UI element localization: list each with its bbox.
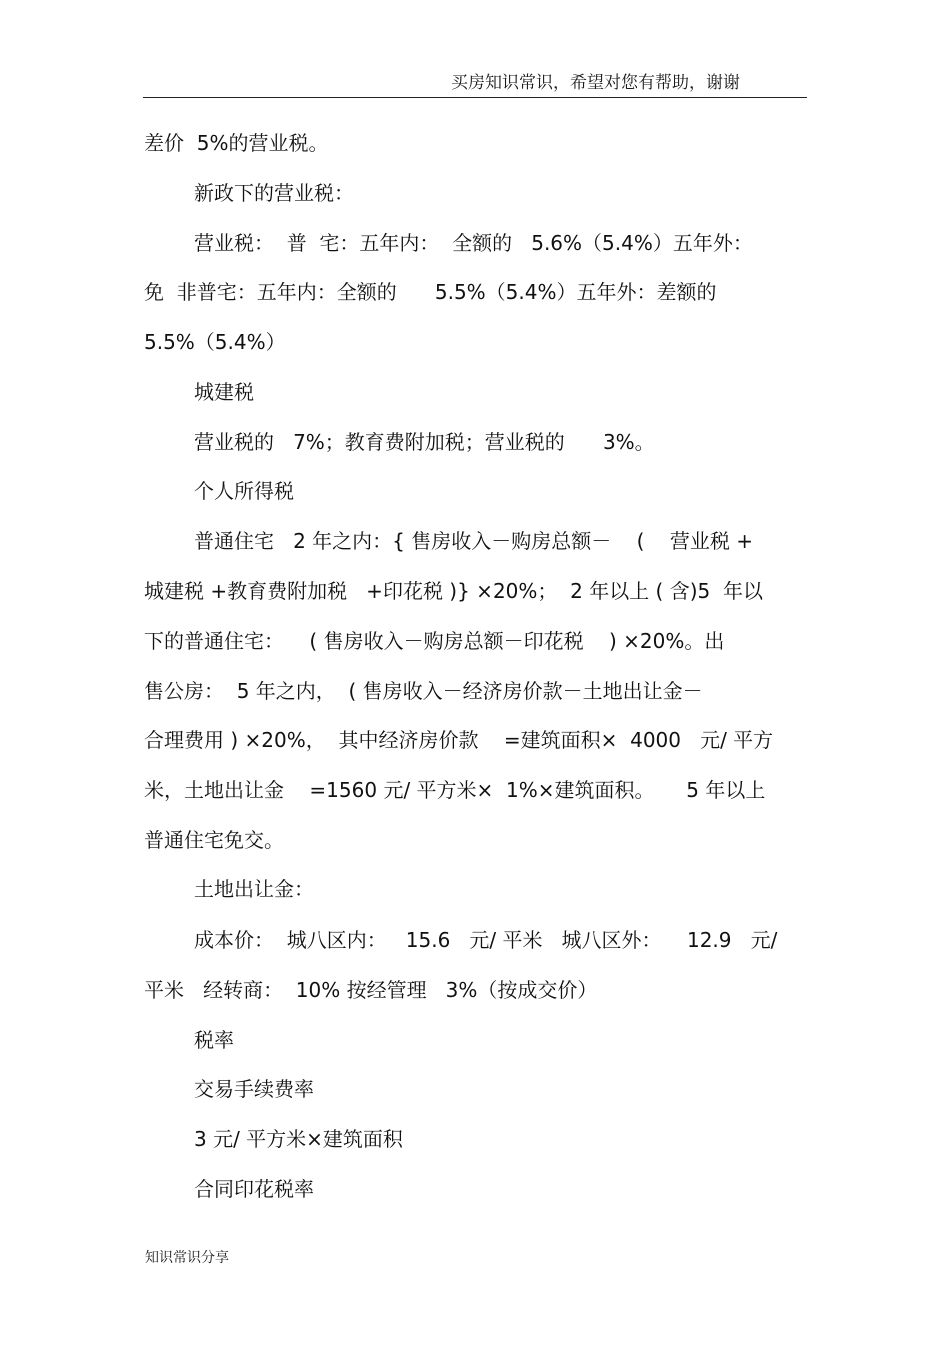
body-line: 下的普通住宅： ( 售房收入－购房总额－印花税 ) ×20%。出 — [144, 629, 725, 653]
body-line: 城建税 — [194, 380, 254, 404]
header-title: 买房知识常识，希望对您有帮助，谢谢 — [451, 73, 740, 93]
body-line: 售公房： 5 年之内， ( 售房收入－经济房价款－土地出让金－ — [144, 679, 703, 703]
body-line: 成本价： 城八区内： 15.6 元/ 平米 城八区外： 12.9 元/ — [194, 928, 778, 952]
page-footer: 知识常识分享 — [145, 1250, 229, 1266]
body-line: 合理费用 ) ×20%， 其中经济房价款 =建筑面积× 4000 元/ 平方 — [144, 728, 774, 752]
header-divider — [143, 97, 807, 98]
body-line: 税率 — [194, 1028, 234, 1052]
body-line: 差价 5%的营业税。 — [144, 131, 329, 155]
body-line: 城建税 +教育费附加税 +印花税 )} ×20%； 2 年以上 ( 含)5 年以 — [144, 579, 763, 603]
body-line: 土地出让金： — [194, 877, 314, 901]
body-line: 平米 经转商： 10% 按经管理 3%（按成交价） — [144, 978, 598, 1002]
body-line: 米，土地出让金 =1560 元/ 平方米× 1%×建筑面积。 5 年以上 — [144, 778, 766, 802]
body-line: 5.5%（5.4%） — [144, 330, 286, 354]
body-line: 营业税： 普 宅：五年内： 全额的 5.6%（5.4%）五年外： — [194, 231, 753, 255]
body-line: 营业税的 7%；教育费附加税；营业税的 3%。 — [194, 430, 655, 454]
body-line: 新政下的营业税： — [194, 181, 354, 205]
body-line: 普通住宅免交。 — [144, 828, 284, 852]
body-line: 个人所得税 — [194, 479, 294, 503]
body-line: 免 非普宅：五年内：全额的 5.5%（5.4%）五年外：差额的 — [144, 280, 717, 304]
body-line: 合同印花税率 — [194, 1177, 314, 1201]
body-line: 3 元/ 平方米×建筑面积 — [194, 1127, 403, 1151]
body-line: 交易手续费率 — [194, 1077, 314, 1101]
body-line: 普通住宅 2 年之内：{ 售房收入－购房总额－ ( 营业税 + — [194, 529, 754, 553]
